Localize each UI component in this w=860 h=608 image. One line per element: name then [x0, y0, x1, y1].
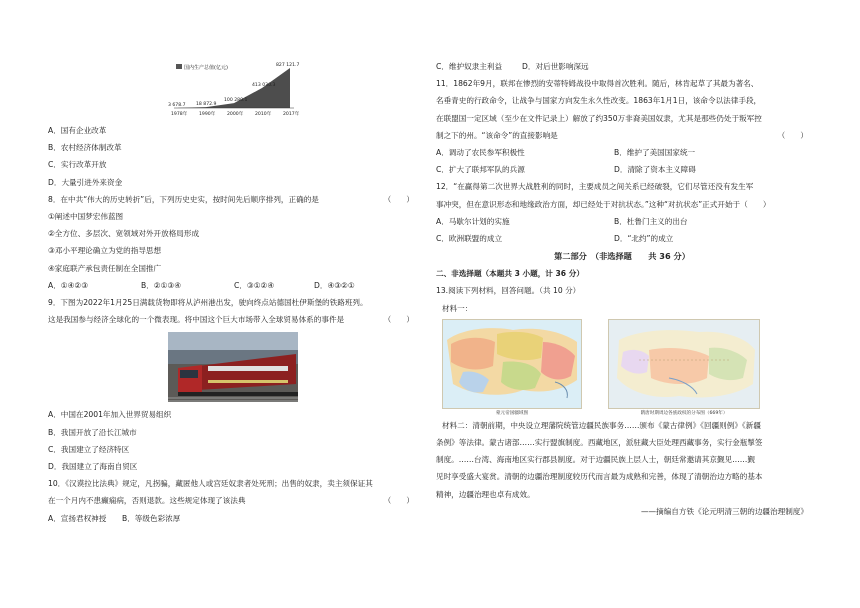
mongol-empire-map	[442, 319, 582, 409]
q9-option-c[interactable]: C．我国建立了经济特区	[48, 444, 130, 454]
material2-line1: 材料二：清朝前期，中央设立理藩院统管边疆民族事务……颁布《蒙古律例》《回疆则例》《新疆	[442, 420, 761, 430]
data-label: 3 678.7	[168, 102, 186, 108]
q9-stem-line2	[48, 311, 420, 328]
q8-answer-paren: （ ）	[383, 194, 414, 204]
q8-option-a[interactable]: A．①④②③	[48, 280, 89, 290]
q10-option-c[interactable]: C．维护奴隶主利益	[436, 62, 503, 71]
q9-stem-text: 这是我国参与经济全球化的一个微表现。将中国这个巨大市场带入全球贸易体系的事件是	[48, 315, 345, 325]
q12-options-cd	[436, 230, 808, 247]
sui-tang-map	[608, 319, 760, 409]
q8-option-b[interactable]: B．②①③④	[141, 280, 182, 290]
q12-option-b[interactable]: B．杜鲁门主义的出台	[614, 216, 688, 226]
train-illustration	[168, 332, 298, 402]
legend-label: 国内生产总值(亿元)	[184, 65, 228, 71]
sui-tang-map-svg	[609, 320, 759, 408]
q8-option-c[interactable]: C．③①②④	[234, 280, 275, 290]
material2-source: ——摘编自方铁《论元明清三朝的边疆治理制度》	[640, 506, 808, 516]
data-label: 18 872.9	[196, 102, 217, 108]
x-tick-label: 2010年	[255, 112, 272, 117]
q10-option-a[interactable]: A．宣扬君权神授	[48, 513, 107, 523]
q10-stem-text: 在一个月内不患癫痫病，否则退款。这些规定体现了该法典	[48, 496, 246, 506]
x-tick-label: 1978年	[171, 112, 188, 117]
q8-option-d[interactable]: D．④③②①	[314, 280, 355, 290]
gdp-chart-svg	[168, 58, 334, 120]
q7-option-c[interactable]: C．实行改革开放	[48, 160, 107, 170]
q12-option-a[interactable]: A．马歇尔计划的实施	[436, 216, 510, 226]
right-column	[436, 58, 808, 520]
q11-stem-text: 制之下的州。“该命令”的直接影响是	[436, 130, 558, 140]
data-label: 827 121.7	[276, 63, 300, 68]
material2-line3: 制度。……台湾、海南地区实行郡县制度。对于边疆民族上层人士，朝廷常邀请其京觐见……觐	[436, 455, 755, 465]
material1-label: 材料一：	[442, 303, 473, 313]
gdp-chart	[168, 58, 334, 120]
q11-option-b[interactable]: B．维护了美国国家统一	[614, 148, 696, 158]
q9-option-a[interactable]: A．中国在2001年加入世界贸易组织	[48, 410, 172, 420]
q7-option-b[interactable]: B．农村经济体制改革	[48, 143, 122, 153]
map-captions	[442, 411, 808, 417]
q8-stem	[48, 191, 420, 208]
x-tick-label: 2017年	[283, 112, 300, 117]
q11-stem-line3: 在联盟国一定区域（至少在文件记录上）解放了约350万非裔美国奴隶，尤其是那些仍处于叛军控	[436, 113, 762, 123]
q10-stem-line2	[48, 492, 420, 509]
q13-stem: 13.阅读下列材料，回答问题。（共 10 分）	[436, 286, 581, 296]
q8-item-3: ③邓小平理论确立为党的指导思想	[48, 246, 162, 256]
q12-options-ab	[436, 213, 808, 230]
section2-title: 二、非选择题（本题共 3 小题，计 36 分）	[436, 269, 584, 279]
material2-line5: 精神，边疆治理也卓有成效。	[436, 489, 535, 499]
q12-stem-line2: 事冲突，但在意识形态和地缘政治方面，却已经处于对抗状态。”这种“对抗状态”正式开始于（ ）	[436, 199, 771, 209]
legend-swatch	[176, 64, 182, 69]
q9-answer-paren: （ ）	[383, 315, 414, 325]
material1-maps	[442, 319, 808, 409]
x-tick-label: 1990年	[199, 112, 216, 117]
q12-stem-line1: 12．“在赢得第二次世界大战胜利的同时，主要成员之间关系已经破裂，它们尽管还没有发生军	[436, 182, 754, 192]
q7-option-d[interactable]: D．大量引进外来资金	[48, 177, 123, 187]
q10-options-ab	[48, 510, 420, 527]
data-label: 100 280.1	[224, 98, 248, 104]
q7-option-a[interactable]: A．国有企业改革	[48, 126, 107, 135]
q11-options-cd	[436, 161, 808, 178]
q11-option-c[interactable]: C．扩大了联邦军队的兵源	[436, 165, 525, 175]
q11-stem-line1: 11．1862年9月，联邦在惨烈的安蒂特姆战役中取得首次胜利。随后，林肯起草了其最为著名、	[436, 79, 759, 89]
left-column	[48, 58, 420, 527]
q12-option-d[interactable]: D．“北约”的成立	[614, 234, 674, 244]
q11-option-d[interactable]: D．清除了资本主义障碍	[614, 165, 696, 175]
q10-answer-paren: （ ）	[383, 496, 414, 506]
q11-answer-paren: （ ）	[777, 130, 808, 140]
map2-caption: 隋唐时期周边各族政权的分布图（669年）	[640, 410, 728, 416]
q10-stem-line1: 10．《汉谟拉比法典》规定，凡拐骗，藏匿他人或宫廷奴隶者处死刑；出售的奴隶，卖主须保证其	[48, 479, 373, 489]
q9-option-b[interactable]: B．我国开放了沿长江城市	[48, 427, 137, 437]
q11-stem-line2: 名垂青史的行政命令，让战争与国家方向发生永久性改变。1863年1月1日，该命令以法律手段，	[436, 96, 762, 106]
q9-option-d[interactable]: D．我国建立了海南自贸区	[48, 462, 138, 472]
mongol-empire-map-svg	[443, 320, 581, 408]
material2-line2: 条例》等法律。蒙古诸部……实行盟旗制度。西藏地区，派驻藏大臣处理西藏事务，实行金瓶掣签	[436, 438, 763, 448]
q8-stem-text: 8．在中共“伟大的历史转折”后，下列历史史实，按时间先后顺序排列，正确的是	[48, 194, 319, 204]
q8-item-4: ④家庭联产承包责任制在全国推广	[48, 263, 162, 273]
q8-options	[48, 277, 420, 294]
data-label: 413 030.3	[252, 83, 276, 89]
part2-title: 第二部分 （非选择题 共 36 分）	[554, 251, 690, 262]
q8-item-1: ①阐述中国梦宏伟蓝图	[48, 212, 124, 222]
train-photo	[168, 332, 298, 402]
q10-options-cd	[436, 58, 808, 75]
q10-option-b[interactable]: B．等级色彩浓厚	[122, 513, 181, 523]
q10-option-d[interactable]: D．对后世影响深远	[522, 62, 589, 71]
q12-option-c[interactable]: C．欧洲联盟的成立	[436, 234, 503, 244]
q11-stem-line4	[436, 127, 808, 144]
material2-line4: 见时享受盛大宴赏。清朝的边疆治理制度较历代而言最为成熟和完善，体现了清朝治边方略的基本	[436, 472, 763, 482]
map1-caption: 蒙元帝国疆域图	[495, 410, 529, 416]
q11-options-ab	[436, 144, 808, 161]
q9-stem-line1: 9．下图为2022年1月25日满载货物即将从泸州港出发，驶向终点站德国杜伊斯堡的铁路班列。	[48, 298, 368, 308]
x-tick-label: 2000年	[227, 112, 244, 117]
q11-option-a[interactable]: A．调动了农民参军积极性	[436, 148, 525, 158]
q8-item-2: ②全方位、多层次、宽领域对外开放格局形成	[48, 229, 200, 239]
